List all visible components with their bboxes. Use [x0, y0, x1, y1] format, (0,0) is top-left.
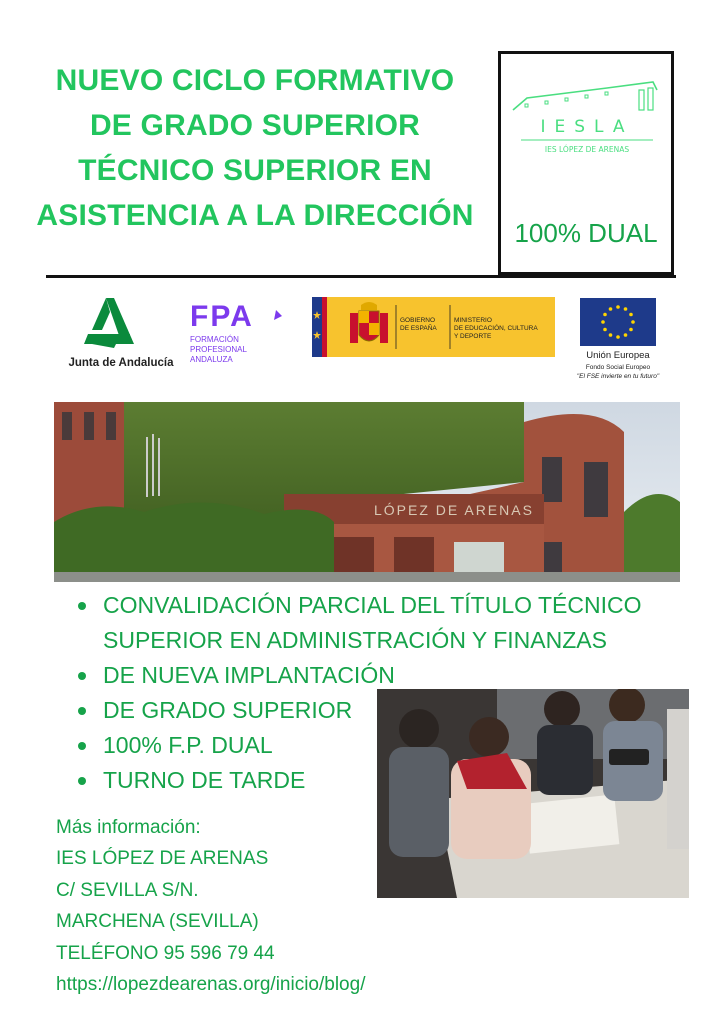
eu-star-icon	[631, 320, 635, 324]
eu-star-icon	[616, 305, 620, 309]
building-sign: LÓPEZ DE ARENAS	[374, 502, 534, 518]
title-line-2: DE GRADO SUPERIOR	[89, 109, 421, 142]
fpa-line-2: PROFESIONAL	[190, 345, 247, 354]
eu-star-icon	[601, 320, 605, 324]
eu-star-icon	[624, 307, 628, 311]
bullet-1-line-2: SUPERIOR EN ADMINISTRACIÓN Y FINANZAS	[103, 627, 607, 653]
fpa-line-3: ANDALUZA	[190, 355, 233, 364]
eu-star-icon	[629, 328, 633, 332]
iesla-logo	[507, 70, 667, 190]
eu-star-icon	[603, 328, 607, 332]
bullet-3: DE GRADO SUPERIOR	[103, 697, 353, 723]
contact-heading: Más información:	[56, 817, 201, 838]
fpa-line-1: FORMACIÓN	[190, 335, 239, 344]
poster-title	[20, 58, 490, 238]
ue-motto: "El FSE invierte en tu futuro"	[576, 373, 660, 380]
eu-star-icon	[609, 333, 613, 337]
iesla-logo-box	[498, 51, 674, 275]
junta-name: Junta de Andalucía	[68, 357, 174, 369]
eu-star-icon	[616, 335, 620, 339]
divider	[46, 275, 676, 278]
title-line-1: NUEVO CICLO FORMATIVO	[55, 64, 455, 97]
eu-star-icon	[624, 333, 628, 337]
ministerio-line-1: MINISTERIO	[454, 317, 492, 324]
eu-star-icon	[629, 313, 633, 317]
school-building-photo	[54, 402, 680, 582]
title-line-4: ASISTENCIA A LA DIRECCIÓN	[36, 199, 474, 232]
ministerio-line-2: DE EDUCACIÓN, CULTURA	[454, 325, 538, 332]
students-photo	[377, 689, 689, 898]
ue-fund: Fondo Social Europeo	[585, 364, 651, 371]
list-item	[76, 588, 716, 658]
bullet-1-line-1: CONVALIDACIÓN PARCIAL DEL TÍTULO TÉCNICO	[103, 592, 642, 618]
title-line-3: TÉCNICO SUPERIOR EN	[78, 154, 432, 187]
ministerio-line-3: Y DEPORTE	[454, 333, 492, 340]
contact-city: MARCHENA (SEVILLA)	[56, 911, 259, 933]
bullet-2: DE NUEVA IMPLANTACIÓN	[103, 662, 395, 688]
bullet-5: TURNO DE TARDE	[103, 767, 306, 793]
gobierno-de-espana-logo	[312, 297, 555, 357]
union-europea-logo	[560, 296, 690, 386]
fpa-logo	[188, 298, 298, 370]
bullet-4: 100% F.P. DUAL	[103, 732, 273, 758]
list-item	[76, 658, 716, 693]
ue-name: Unión Europea	[586, 350, 650, 361]
gobierno-line-2: DE ESPAÑA	[400, 325, 437, 332]
fpa-acronym: FPA	[190, 300, 254, 333]
iesla-logo-subtitle: IES LÓPEZ DE ARENAS	[544, 145, 630, 154]
contact-info	[56, 812, 365, 1000]
dual-label: 100% DUAL	[514, 218, 658, 248]
iesla-logo-name: IESLA	[540, 117, 634, 137]
gobierno-line-1: GOBIERNO	[400, 317, 436, 324]
contact-url[interactable]: https://lopezdearenas.org/inicio/blog/	[56, 974, 366, 996]
eu-star-icon	[603, 313, 607, 317]
contact-school: IES LÓPEZ DE ARENAS	[56, 848, 269, 870]
contact-street: C/ SEVILLA S/N.	[56, 879, 199, 901]
eu-star-icon	[609, 307, 613, 311]
junta-de-andalucia-logo	[56, 296, 186, 372]
contact-phone: TELÉFONO 95 596 79 44	[56, 942, 275, 964]
pillar-left-icon	[350, 313, 358, 343]
